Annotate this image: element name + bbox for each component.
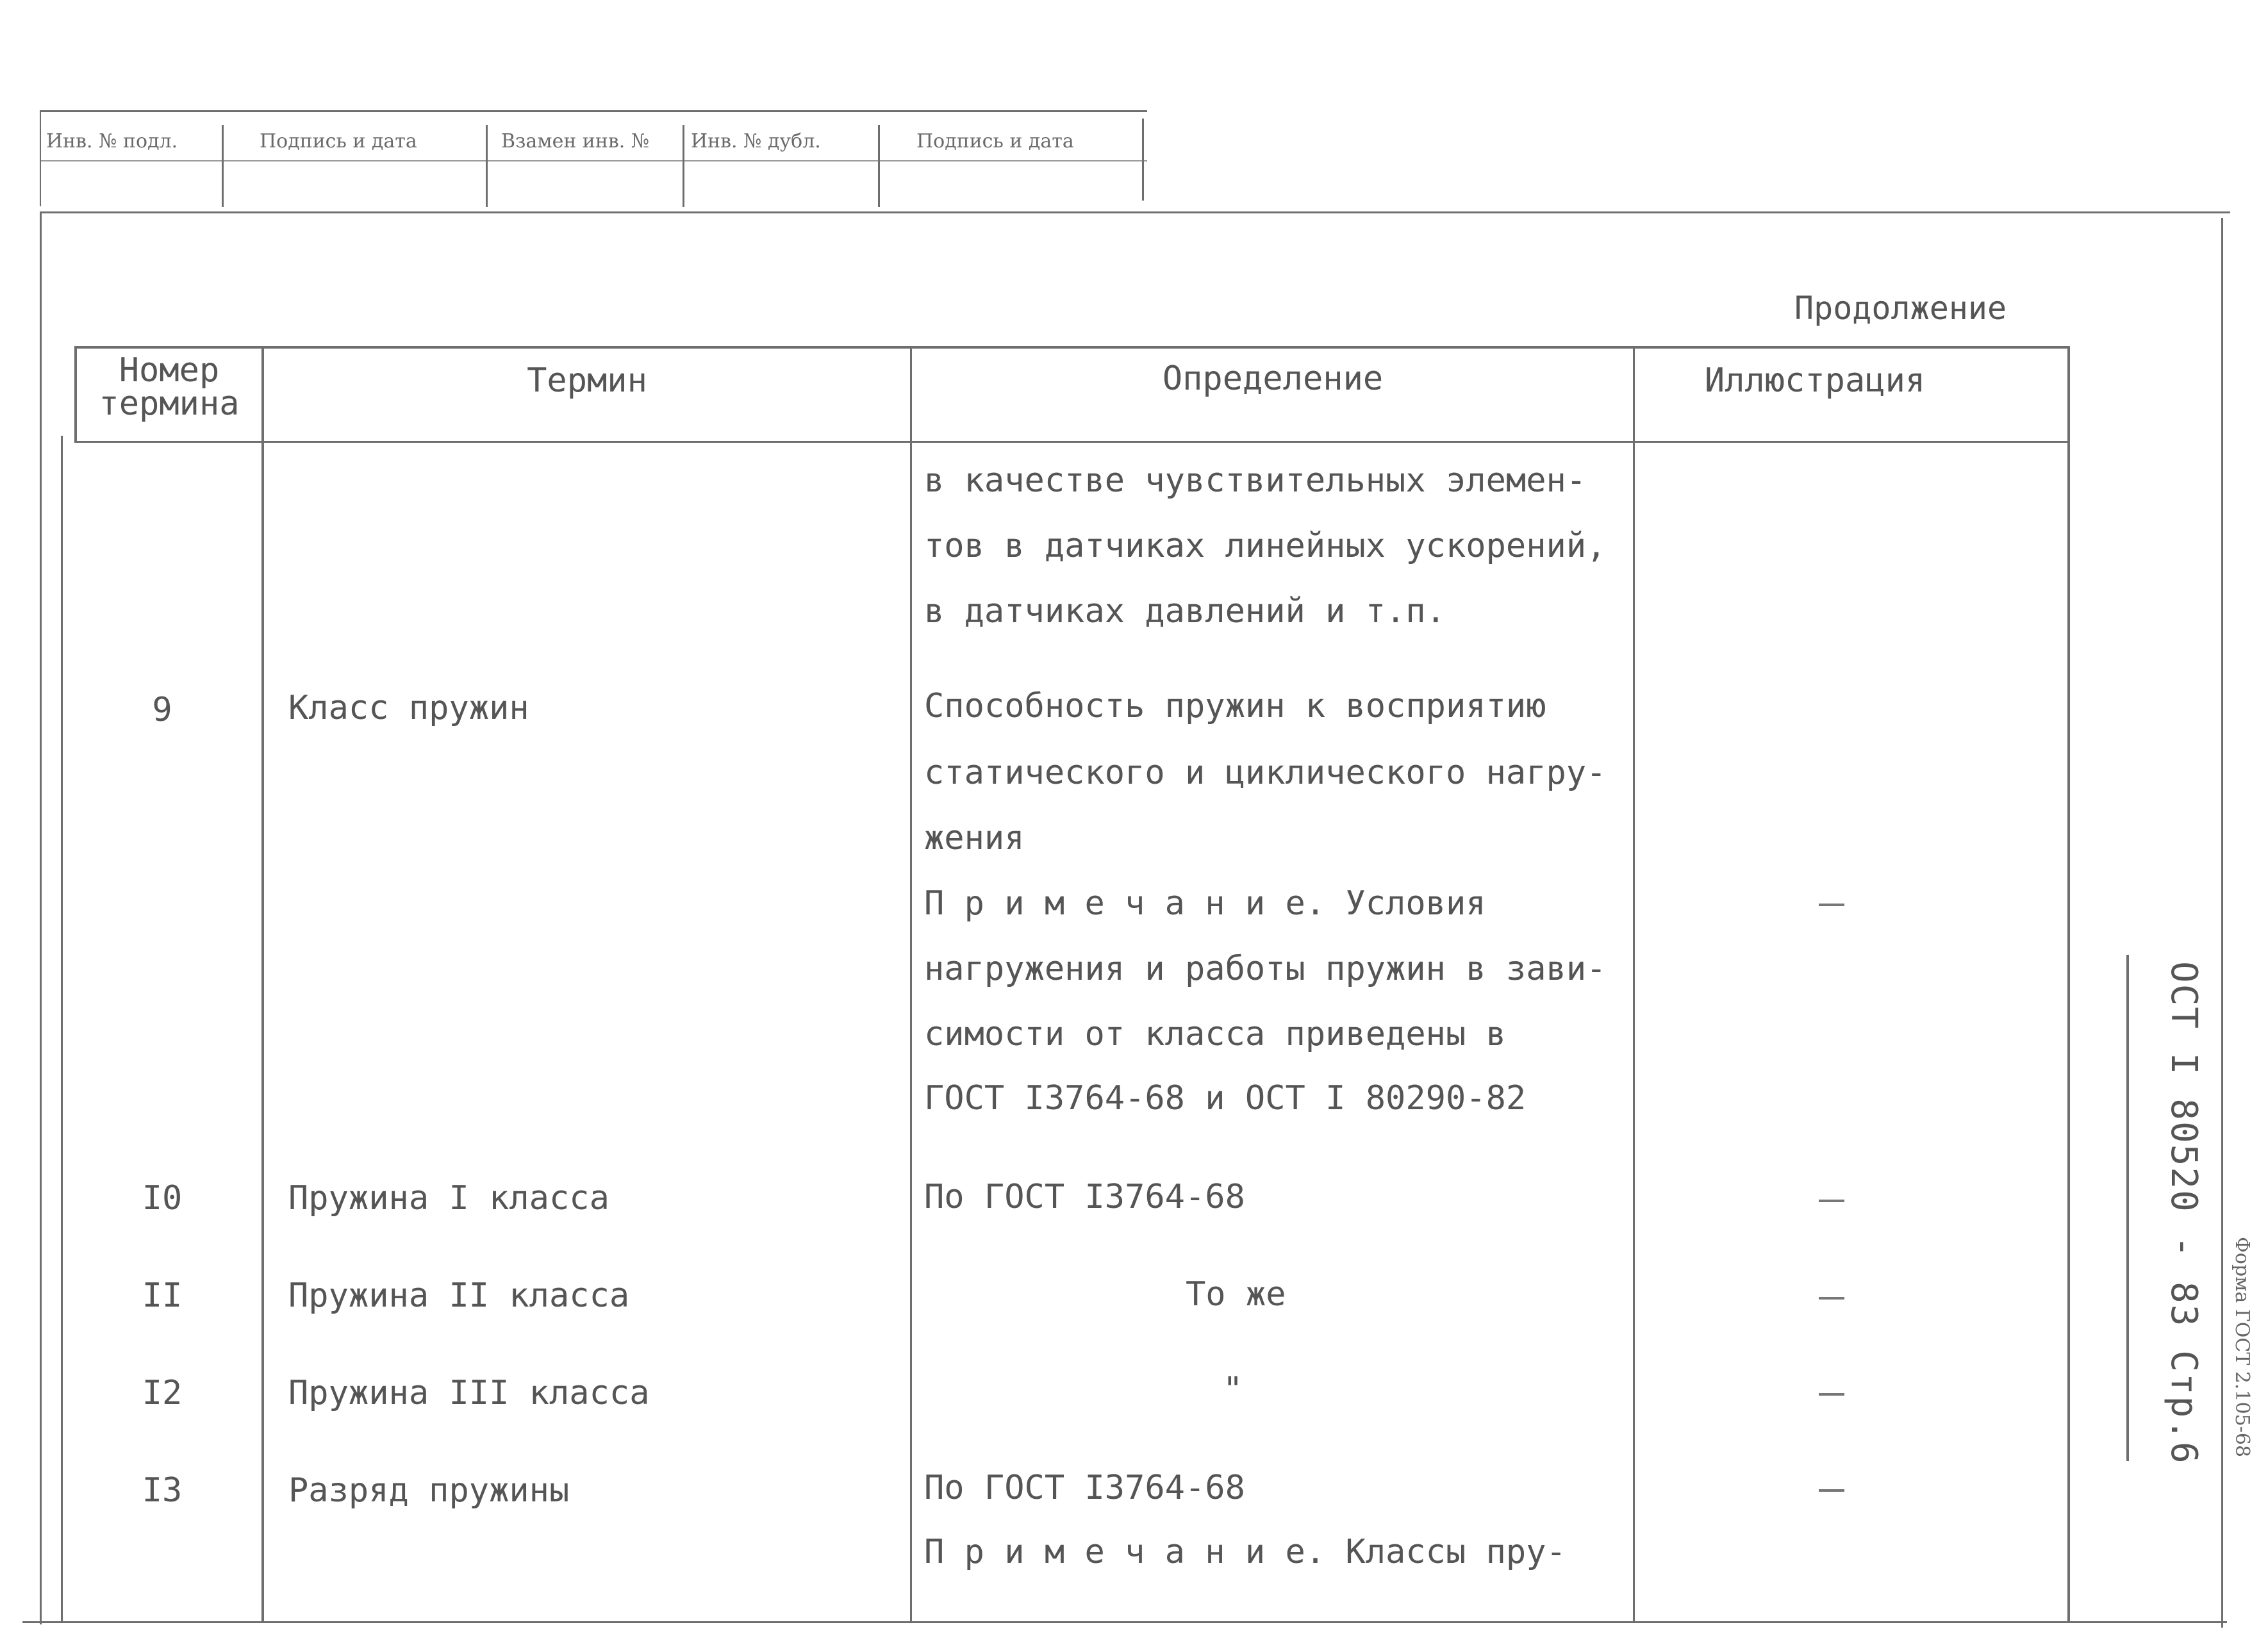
term-name: Пружина I класса [288,1179,609,1218]
term-name: Класс пружин [288,689,529,727]
term-number: I2 [142,1374,183,1412]
header-definition: Определение [1162,359,1384,398]
term-number: I3 [142,1471,183,1510]
header-illustration: Иллюстрация [1704,361,1926,400]
term-number: 9 [152,691,172,729]
term-name: Разряд пружины [288,1471,570,1510]
continuation-label: Продолжение [1794,290,2007,327]
note-line: ГОСТ I3764-68 и ОСТ I 80290-82 [924,1079,1527,1118]
definition-line: По ГОСТ I3764-68 [924,1178,1245,1216]
side-document-code [2108,961,2211,1465]
document-code: ОСТ I 80520 - 83 Стр.6 [2163,961,2205,1465]
illustration-dash [1819,1393,1844,1396]
ditto-mark: " [1223,1370,1243,1408]
note-line: П р и м е ч а н и е. Условия [924,884,1486,923]
definition-line: тов в датчиках линейных ускорений, [924,527,1607,565]
term-number: I0 [142,1179,183,1218]
header-term: Термин [527,361,647,400]
definition-line: То же [1186,1275,1286,1314]
definition-line: По ГОСТ I3764-68 [924,1469,1245,1507]
definition-line: статического и циклического нагру- [924,754,1607,792]
header-number: Номер термина [99,351,240,423]
stamp-inv-duplicate: Инв. № дубл. [691,130,821,153]
definition-line: в качестве чувствительных элемен- [924,461,1587,500]
stamp-signature-date-2: Подпись и дата [916,130,1074,153]
definition-line: в датчиках давлений и т.п. [924,592,1446,631]
stamp-replaced-inv: Взамен инв. № [501,130,650,153]
definition-line: жения [924,819,1025,857]
term-number: II [142,1276,183,1315]
note-line: П р и м е ч а н и е. Классы пру- [924,1533,1566,1571]
term-name: Пружина III класса [288,1374,650,1412]
stamp-signature-date-1: Подпись и дата [260,130,417,153]
illustration-dash [1819,1200,1844,1202]
definition-line: Способность пружин к восприятию [924,687,1546,725]
term-name: Пружина II класса [288,1276,630,1315]
stamp-inv-original: Инв. № подл. [46,130,178,153]
illustration-dash [1819,1297,1844,1300]
note-line: симости от класса приведены в [924,1015,1506,1053]
illustration-dash [1819,904,1844,906]
note-line: нагружения и работы пружин в зави- [924,950,1607,988]
illustration-dash [1819,1489,1844,1492]
